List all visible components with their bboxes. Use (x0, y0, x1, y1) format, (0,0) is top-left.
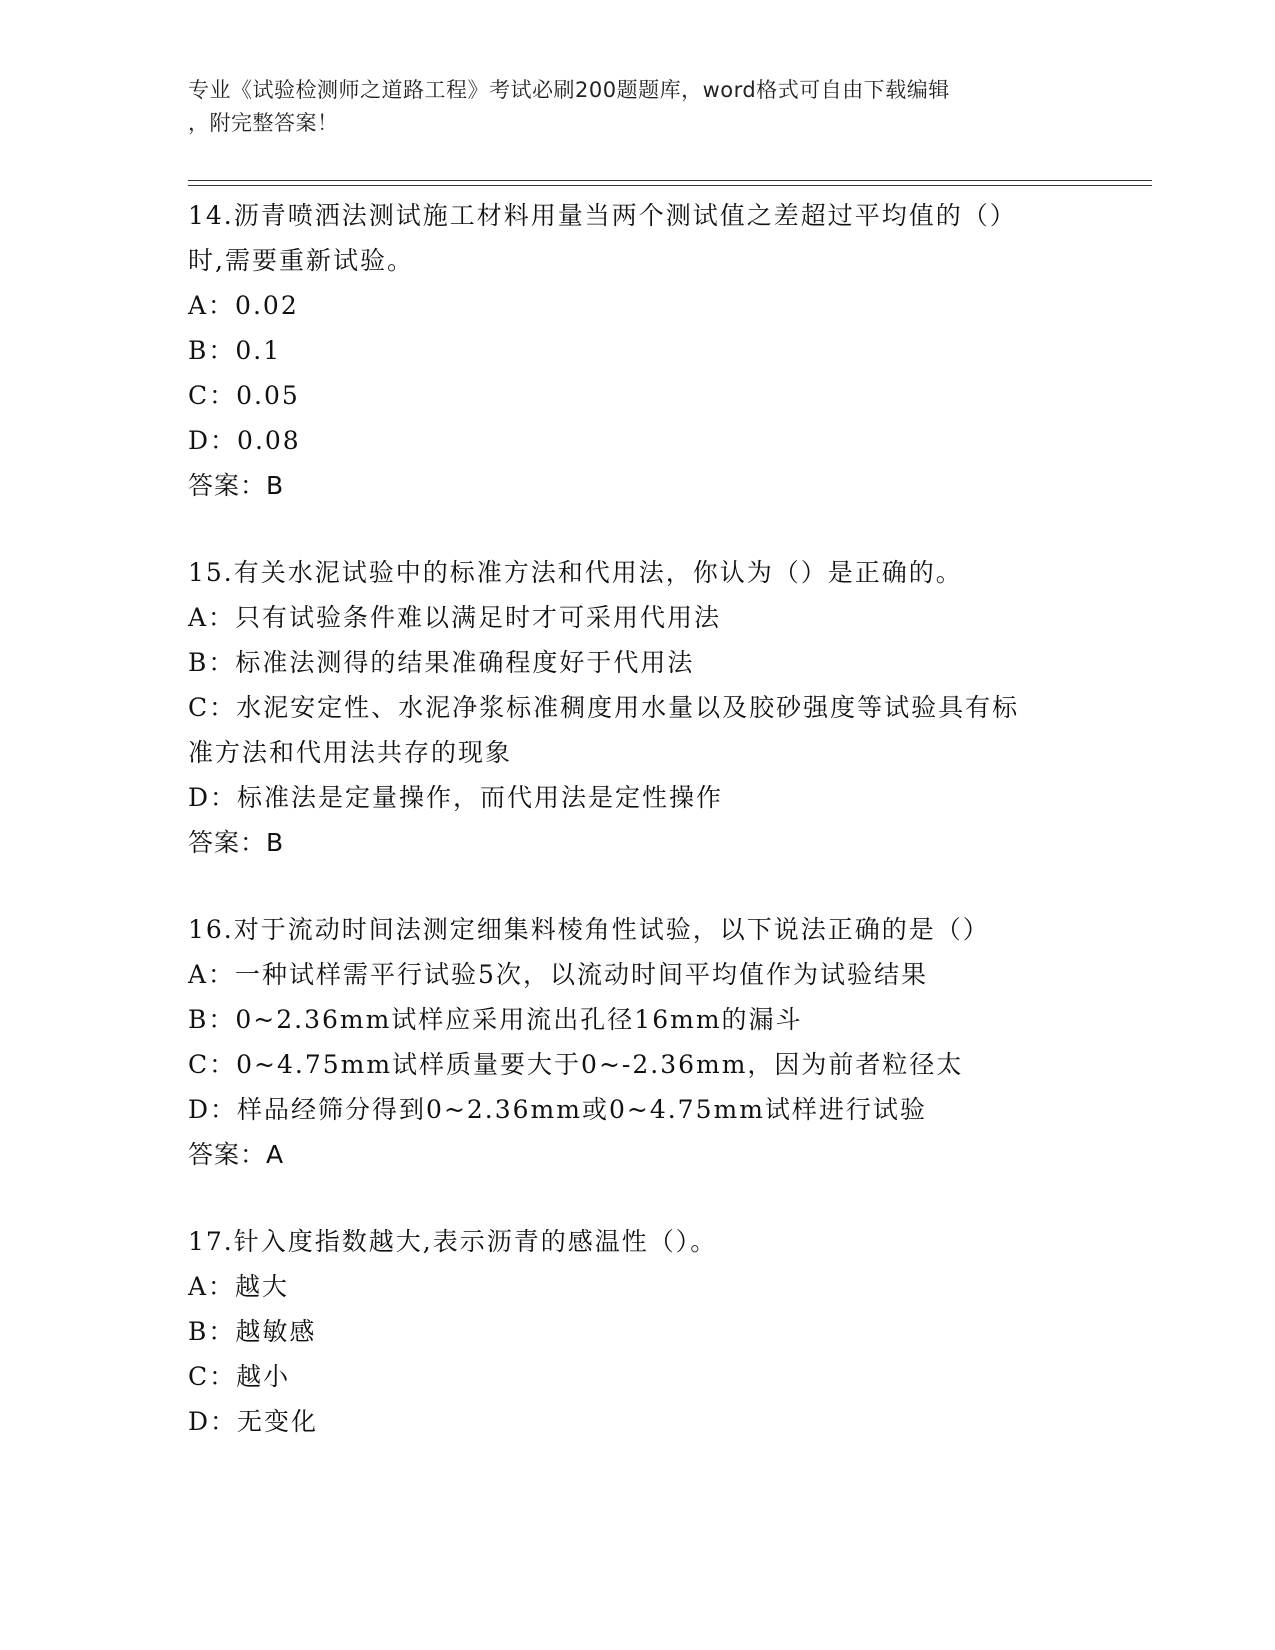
question-15 (188, 550, 1088, 865)
question-stem-line: 时,需要重新试验。 (188, 246, 414, 275)
option-c: C：0~4.75mm试样质量要大于0~-2.36mm，因为前者粒径太 (188, 1050, 964, 1079)
header-divider-top (188, 180, 1152, 181)
question-14 (188, 193, 1088, 508)
question-stem-line: 17.针入度指数越大,表示沥青的感温性（）。 (188, 1227, 718, 1256)
question-stem-line: 15.有关水泥试验中的标准方法和代用法，你认为（）是正确的。 (188, 558, 963, 587)
option-b: B：越敏感 (188, 1317, 317, 1346)
option-b: B：0~2.36mm试样应采用流出孔径16mm的漏斗 (188, 1005, 803, 1034)
option-a: A：只有试验条件难以满足时才可采用代用法 (188, 603, 722, 632)
question-stem-line: 16.对于流动时间法测定细集料棱角性试验，以下说法正确的是（） (188, 915, 990, 944)
option-d: D：无变化 (188, 1407, 319, 1436)
option-c-continued: 准方法和代用法共存的现象 (188, 738, 513, 767)
option-b: B：标准法测得的结果准确程度好于代用法 (188, 648, 695, 677)
answer-line: 答案：B (188, 828, 285, 857)
option-a: A：一种试样需平行试验5次，以流动时间平均值作为试验结果 (188, 960, 928, 989)
answer-line: 答案：B (188, 471, 285, 500)
question-16 (188, 907, 1088, 1177)
option-c: C：越小 (188, 1362, 291, 1391)
header-line-2: ，附完整答案！ (188, 111, 339, 135)
option-a: A：0.02 (188, 291, 299, 320)
header-line-1: 专业《试验检测师之道路工程》考试必刷200题题库，word格式可自由下载编辑 (188, 78, 950, 102)
document-header (188, 74, 1068, 140)
option-c: C：水泥安定性、水泥净浆标准稠度用水量以及胶砂强度等试验具有标 (188, 693, 1020, 722)
question-17 (188, 1219, 1088, 1444)
header-divider-bottom (188, 185, 1152, 186)
option-a: A：越大 (188, 1272, 290, 1301)
question-stem-line: 14.沥青喷洒法测试施工材料用量当两个测试值之差超过平均值的（） (188, 201, 1017, 230)
option-b: B：0.1 (188, 336, 282, 365)
question-list (188, 193, 1088, 1486)
option-d: D：标准法是定量操作，而代用法是定性操作 (188, 783, 724, 812)
answer-line: 答案：A (188, 1140, 285, 1169)
option-c: C：0.05 (188, 381, 300, 410)
option-d: D：样品经筛分得到0~2.36mm或0~4.75mm试样进行试验 (188, 1095, 927, 1124)
option-d: D：0.08 (188, 426, 301, 455)
